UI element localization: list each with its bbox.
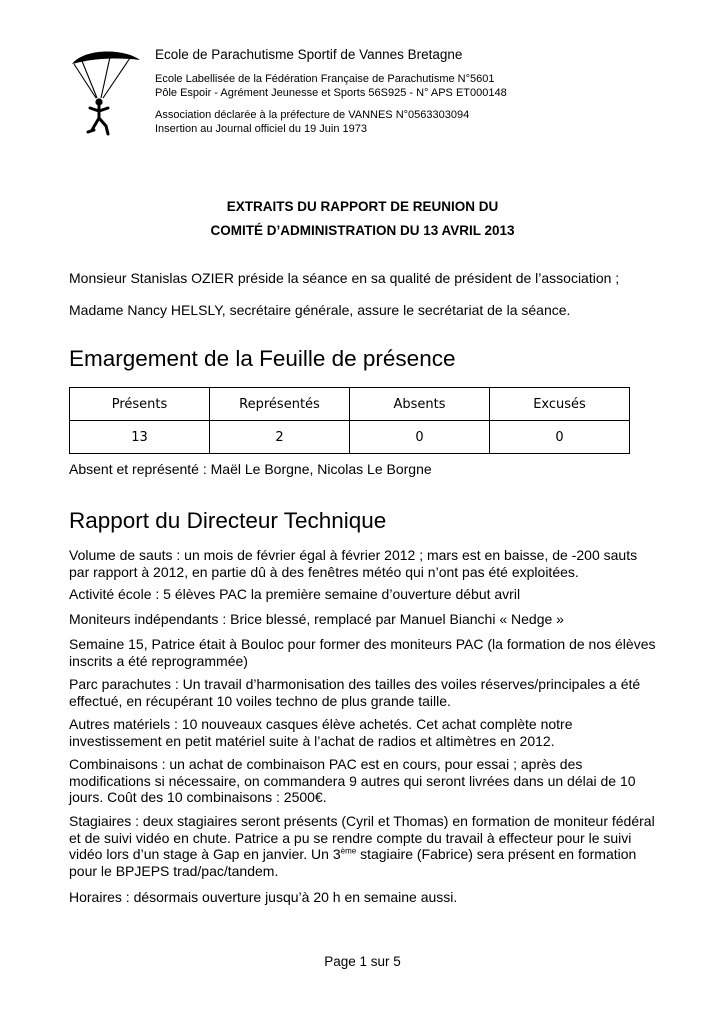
header-absent: Absents: [350, 388, 490, 421]
value-represented: 2: [210, 421, 350, 454]
opening-hours-paragraph: Horaires : désormais ouverture jusqu’à 20 h en semaine aussi.: [69, 889, 458, 905]
association-line: Association déclarée à la préfecture de VANNES N°0563303094: [155, 109, 470, 121]
header-presents: Présents: [70, 388, 210, 421]
report-title-line-1: EXTRAITS DU RAPPORT DE REUNION DU: [226, 199, 499, 214]
instructors-paragraph: Moniteurs indépendants : Brice blessé, remplacé par Manuel Bianchi « Nedge »: [69, 611, 564, 627]
attendance-values-row: [70, 421, 630, 454]
equipment-paragraph: Autres matériels : 10 nouveaux casques élève achetés. Cet achat complète notre investissement en petit matériel suite à l’achat de radios et altimètres en 2012.: [69, 716, 573, 749]
value-presents: 13: [70, 421, 210, 454]
attendance-header-row: [70, 388, 630, 421]
parachutist-figure-icon: [88, 98, 108, 134]
journal-line: Insertion au Journal officiel du 19 Juin 1973: [155, 123, 367, 135]
absent-note: Absent et représenté : Maël Le Borgne, Nicolas Le Borgne: [69, 461, 432, 477]
header-represented: Représentés: [210, 388, 350, 421]
value-absent: 0: [350, 421, 490, 454]
president-paragraph: Monsieur Stanislas OZIER préside la séance en sa qualité de président de l’association ;: [69, 270, 620, 286]
header-excused: Excusés: [490, 388, 630, 421]
agreement-line: Pôle Espoir - Agrément Jeunesse et Sports 56S925 - N° APS ET000148: [155, 87, 507, 99]
jumpsuits-paragraph: Combinaisons : un achat de combinaison PAC est en cours, pour essai ; après des modifications si nécessaire, on commandera 9 autres qui seront livrées dans un délai de 10 jours. Coût des 10 combinaisons : 2500€.: [69, 756, 636, 805]
technical-report-heading: Rapport du Directeur Technique: [69, 508, 387, 533]
parachute-fleet-paragraph: Parc parachutes : Un travail d’harmonisation des tailles des voiles réserves/principales a été effectué, en récupérant 10 voiles techno de plus grande taille.: [69, 676, 641, 709]
secretary-paragraph: Madame Nancy HELSLY, secrétaire générale, assure le secrétariat de la séance.: [69, 302, 571, 318]
jump-volume-paragraph: Volume de sauts : un mois de février égal à février 2012 ; mars est en baisse, de -200 sauts par rapport à 2012, en partie dû à des fenêtres météo qui n’ont pas été exploitées.: [69, 547, 638, 580]
federation-label: Ecole Labellisée de la Fédération Française de Parachutisme N°5601: [155, 73, 495, 85]
org-name: Ecole de Parachutisme Sportif de Vannes Bretagne: [155, 47, 463, 62]
page-number: Page 1 sur 5: [324, 954, 401, 969]
report-title-line-2: COMITÉ D’ADMINISTRATION DU 13 AVRIL 2013: [210, 223, 515, 238]
value-excused: 0: [490, 421, 630, 454]
attendance-table: [69, 387, 630, 454]
school-logo: [66, 46, 142, 138]
trainees-paragraph: Stagiaires : deux stagiaires seront présents (Cyril et Thomas) en formation de moniteur fédéral et de suivi vidéo en chute. Patrice a pu se rendre compte du travail à effecteur pour le suivi vidéo lors d’un stage à Gap en janvier. Un 3ème stagiaire (Fabrice) sera présent en formation pour le BPJEPS trad/pac/tandem.: [69, 813, 655, 879]
week15-paragraph: Semaine 15, Patrice était à Bouloc pour former des moniteurs PAC (la formation de nos élèves inscrits a été reprogrammée): [69, 636, 656, 669]
school-activity-paragraph: Activité école : 5 élèves PAC la première semaine d’ouverture début avril: [69, 586, 521, 602]
letterhead: [155, 47, 507, 136]
attendance-heading: Emargement de la Feuille de présence: [69, 346, 456, 371]
